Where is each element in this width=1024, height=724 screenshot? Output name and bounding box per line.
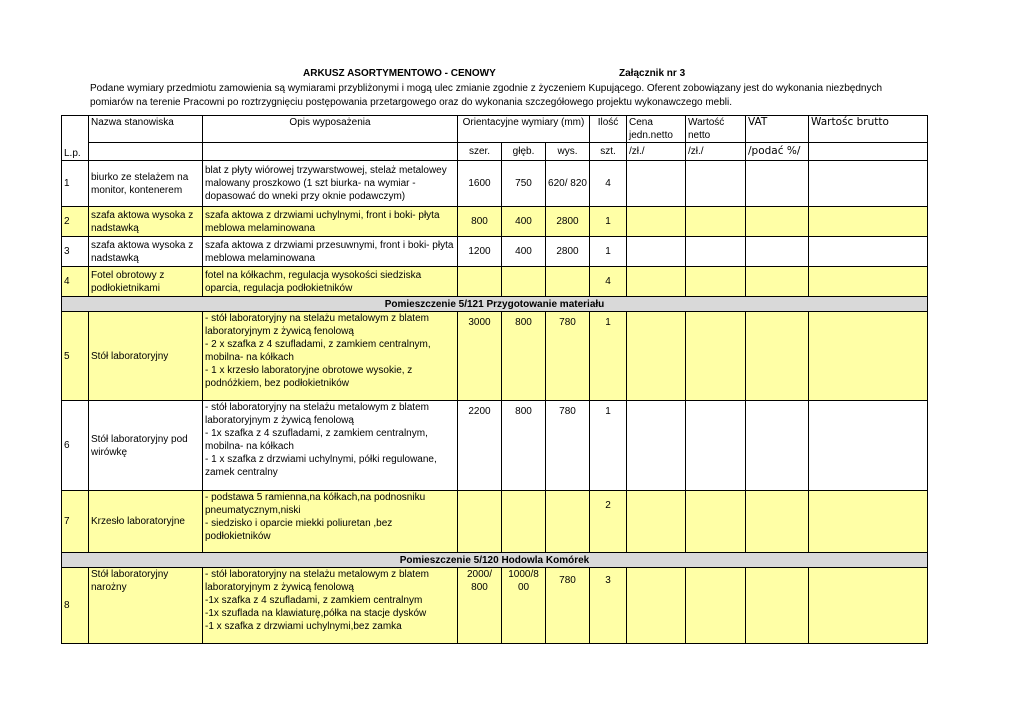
row-name bbox=[89, 401, 203, 491]
subheader-depth bbox=[502, 143, 546, 161]
subheader-name-empty bbox=[89, 143, 203, 161]
row-net-value bbox=[686, 161, 746, 207]
row-lp-value: 1 bbox=[64, 178, 70, 189]
header-qty bbox=[590, 116, 627, 143]
row-lp bbox=[62, 237, 89, 267]
row-qty-value: 4 bbox=[605, 178, 611, 189]
subheader-width-label: szer. bbox=[468, 146, 491, 157]
row-depth-value: 750 bbox=[515, 178, 532, 189]
section-row bbox=[62, 553, 928, 568]
header-name bbox=[89, 116, 203, 143]
row-height bbox=[546, 237, 590, 267]
row-desc bbox=[203, 207, 458, 237]
row-height bbox=[546, 161, 590, 207]
header-dims bbox=[458, 116, 590, 143]
row-name bbox=[89, 491, 203, 553]
row-lp bbox=[62, 491, 89, 553]
row-depth-value: 800 bbox=[515, 406, 532, 417]
row-name bbox=[89, 267, 203, 297]
subheader-height-label: wys. bbox=[557, 146, 578, 157]
row-unit-price bbox=[627, 161, 686, 207]
header-gross bbox=[809, 116, 928, 143]
row-lp bbox=[62, 312, 89, 401]
header-vat bbox=[746, 116, 809, 143]
header-vat-label: VAT bbox=[748, 116, 768, 128]
row-net-value bbox=[686, 207, 746, 237]
row-qty-value: 3 bbox=[605, 575, 611, 586]
row-desc-line: - 1 x szafka z drzwiami uchylnymi, półki regulowane, zamek centralny bbox=[205, 454, 437, 478]
row-gross bbox=[809, 568, 928, 644]
row-width bbox=[458, 491, 502, 553]
row-name-value: Stół laboratoryjny narożny bbox=[91, 569, 169, 593]
row-net-value bbox=[686, 312, 746, 401]
document-title: ARKUSZ ASORTYMENTOWO - CENOWY bbox=[303, 68, 496, 79]
row-height-value: 780 bbox=[559, 317, 576, 328]
row-desc bbox=[203, 237, 458, 267]
row-name-value: biurko ze stelażem na monitor, kontenerem bbox=[91, 171, 189, 196]
row-vat bbox=[746, 267, 809, 297]
row-vat bbox=[746, 491, 809, 553]
row-unit-price bbox=[627, 312, 686, 401]
header-desc bbox=[203, 116, 458, 143]
subheader-pln-1 bbox=[627, 143, 686, 161]
row-height bbox=[546, 312, 590, 401]
row-qty bbox=[590, 267, 627, 297]
intro-text-line-1: Podane wymiary przedmiotu zamowienia są wymiarami przybliżonymi i mogą ulec zmianie zgodnie z życzeniem Kupującego. Oferent zobowiązany jest do wykonania niezbędnych bbox=[90, 83, 883, 94]
subheader-pln-2-label: /zł./ bbox=[688, 146, 704, 157]
row-height bbox=[546, 267, 590, 297]
row-width bbox=[458, 401, 502, 491]
row-qty-value: 1 bbox=[605, 406, 611, 417]
subheader-pln-1-label: /zł./ bbox=[629, 146, 645, 157]
row-desc-line: -1 x szafka z drzwiami uchylnymi,bez zamka bbox=[205, 621, 402, 632]
row-desc-value: szafa aktowa z drzwiami uchylnymi, front i boki- płyta meblowa melaminowana bbox=[205, 209, 440, 234]
row-lp-value: 8 bbox=[64, 600, 70, 611]
row-depth bbox=[502, 568, 546, 644]
row-depth bbox=[502, 401, 546, 491]
row-qty bbox=[590, 568, 627, 644]
row-gross bbox=[809, 491, 928, 553]
row-desc bbox=[203, 312, 458, 401]
header-lp-label: L.p. bbox=[64, 148, 81, 159]
row-width-value: 2200 bbox=[468, 406, 491, 417]
row-lp-value: 3 bbox=[64, 246, 70, 257]
row-depth bbox=[502, 161, 546, 207]
table-row bbox=[62, 207, 928, 237]
row-name bbox=[89, 312, 203, 401]
header-net-value bbox=[686, 116, 746, 143]
row-desc-line: - 1x szafka z 4 szufladami, z zamkiem centralnym, mobilna- na kółkach bbox=[205, 428, 428, 452]
header-gross-label: Wartośc brutto bbox=[811, 116, 889, 128]
row-width bbox=[458, 161, 502, 207]
row-height-value: 2800 bbox=[556, 246, 579, 257]
header-unit-price-label-1: Cena bbox=[629, 117, 653, 128]
header-net-value-label-1: Wartość bbox=[688, 117, 725, 128]
row-name-value: Krzesło laboratoryjne bbox=[91, 516, 185, 527]
row-unit-price bbox=[627, 207, 686, 237]
row-net-value bbox=[686, 491, 746, 553]
subheader-unit-label: szt. bbox=[600, 146, 616, 157]
row-gross bbox=[809, 267, 928, 297]
row-desc-line: - stół laboratoryjny na stelażu metalowym z blatem laboratoryjnym z żywicą fenolową bbox=[205, 313, 429, 337]
row-qty bbox=[590, 401, 627, 491]
row-name-value: Stół laboratoryjny pod wirówkę bbox=[91, 433, 188, 458]
row-depth bbox=[502, 312, 546, 401]
row-vat bbox=[746, 207, 809, 237]
row-desc bbox=[203, 568, 458, 644]
row-unit-price bbox=[627, 267, 686, 297]
row-name bbox=[89, 568, 203, 644]
row-height bbox=[546, 568, 590, 644]
row-desc-line: - siedzisko i oparcie miekki poliuretan ,bez podłokietników bbox=[205, 518, 393, 542]
attachment-label: Załącznik nr 3 bbox=[619, 68, 686, 79]
row-name-value: szafa aktowa wysoka z nadstawką bbox=[91, 239, 194, 264]
row-width-value: 1200 bbox=[468, 246, 491, 257]
row-desc-line: -1x szuflada na klawiaturę,półka na stacje dysków bbox=[205, 608, 427, 619]
row-qty bbox=[590, 312, 627, 401]
subheader-pln-2 bbox=[686, 143, 746, 161]
row-desc bbox=[203, 401, 458, 491]
table-row bbox=[62, 237, 928, 267]
row-height bbox=[546, 207, 590, 237]
row-height-value: 2800 bbox=[556, 216, 579, 227]
table-row bbox=[62, 568, 928, 644]
row-desc bbox=[203, 491, 458, 553]
row-height bbox=[546, 491, 590, 553]
row-unit-price bbox=[627, 401, 686, 491]
row-desc-line: - 1 x krzesło laboratoryjne obrotowe wysokie, z podnóżkiem, bez podłokietników bbox=[205, 365, 413, 389]
row-qty bbox=[590, 491, 627, 553]
row-unit-price bbox=[627, 237, 686, 267]
row-height-value: 780 bbox=[559, 406, 576, 417]
subheader-desc-empty bbox=[203, 143, 458, 161]
subheader-depth-label: głęb. bbox=[512, 146, 535, 157]
row-depth bbox=[502, 237, 546, 267]
row-depth-value: 400 bbox=[515, 216, 532, 227]
row-width-value: 2000/ 800 bbox=[466, 569, 493, 593]
table-row bbox=[62, 312, 928, 401]
row-name-value: Fotel obrotowy z podłokietnikami bbox=[91, 269, 165, 294]
row-desc-value: szafa aktowa z drzwiami przesuwnymi, front i boki- płyta meblowa melaminowana bbox=[205, 239, 454, 264]
row-net-value bbox=[686, 267, 746, 297]
row-qty-value: 4 bbox=[605, 276, 611, 287]
section-title bbox=[62, 297, 928, 312]
row-depth bbox=[502, 207, 546, 237]
row-name bbox=[89, 207, 203, 237]
row-lp bbox=[62, 568, 89, 644]
header-unit-price bbox=[627, 116, 686, 143]
row-gross bbox=[809, 312, 928, 401]
row-name bbox=[89, 237, 203, 267]
row-lp-value: 5 bbox=[64, 350, 70, 362]
row-lp bbox=[62, 267, 89, 297]
row-name bbox=[89, 161, 203, 207]
row-desc-line: -1x szafka z 4 szufladami, z zamkiem centralnym bbox=[205, 595, 423, 606]
row-gross bbox=[809, 237, 928, 267]
row-qty bbox=[590, 161, 627, 207]
header-desc-label: Opis wyposażenia bbox=[289, 117, 371, 128]
header-row bbox=[62, 116, 928, 143]
row-desc-line: - stół laboratoryjny na stelażu metalowym z blatem laboratoryjnym z żywicą fenolową bbox=[205, 569, 429, 593]
row-lp bbox=[62, 161, 89, 207]
row-width-value: 800 bbox=[471, 216, 488, 227]
row-depth bbox=[502, 491, 546, 553]
row-qty-value: 1 bbox=[605, 246, 611, 257]
row-net-value bbox=[686, 568, 746, 644]
row-desc-value: fotel na kółkachm, regulacja wysokości siedziska oparcia, regulacja podłokietników bbox=[205, 269, 422, 294]
header-net-value-label-2: netto bbox=[688, 130, 711, 141]
subheader-width bbox=[458, 143, 502, 161]
row-vat bbox=[746, 568, 809, 644]
row-gross bbox=[809, 207, 928, 237]
row-desc-line: - stół laboratoryjny na stelażu metalowym z blatem laboratoryjnym z żywicą fenolową bbox=[205, 402, 429, 426]
row-depth bbox=[502, 267, 546, 297]
price-table bbox=[61, 115, 928, 644]
intro-text-line-2: pomiarów na terenie Pracowni po roztrzygnięciu postępowania przetargowego oraz do wykonania szczegółowego projektu wykonawczego mebli. bbox=[90, 97, 733, 108]
row-depth-value: 1000/8 00 bbox=[508, 569, 539, 593]
row-lp-value: 4 bbox=[64, 276, 70, 287]
header-name-label: Nazwa stanowiska bbox=[91, 117, 174, 128]
row-desc bbox=[203, 161, 458, 207]
row-lp bbox=[62, 207, 89, 237]
row-depth-value: 400 bbox=[515, 246, 532, 257]
header-unit-price-label-2: jedn.netto bbox=[629, 130, 673, 141]
row-qty bbox=[590, 207, 627, 237]
table-row bbox=[62, 401, 928, 491]
row-width-value: 3000 bbox=[468, 317, 491, 328]
header-lp bbox=[62, 116, 89, 161]
table-row bbox=[62, 491, 928, 553]
row-net-value bbox=[686, 401, 746, 491]
row-width bbox=[458, 267, 502, 297]
section-title-label: Pomieszczenie 5/120 Hodowla Komórek bbox=[399, 554, 590, 566]
row-vat bbox=[746, 312, 809, 401]
row-unit-price bbox=[627, 568, 686, 644]
row-width bbox=[458, 237, 502, 267]
row-unit-price bbox=[627, 491, 686, 553]
row-width bbox=[458, 312, 502, 401]
header-qty-label: Ilość bbox=[597, 117, 619, 128]
row-width-value: 1600 bbox=[468, 178, 491, 189]
row-vat bbox=[746, 401, 809, 491]
section-title-label: Pomieszczenie 5/121 Przygotowanie materiału bbox=[384, 298, 605, 310]
row-desc bbox=[203, 267, 458, 297]
row-lp-value: 6 bbox=[64, 440, 70, 451]
row-height-value: 620/ 820 bbox=[548, 178, 587, 189]
row-name-value: szafa aktowa wysoka z nadstawką bbox=[91, 209, 194, 234]
row-width bbox=[458, 568, 502, 644]
header-dims-label: Orientacyjne wymiary (mm) bbox=[462, 117, 585, 128]
row-gross bbox=[809, 161, 928, 207]
section-title bbox=[62, 553, 928, 568]
row-desc-line: - podstawa 5 ramienna,na kółkach,na podnosniku pneumatycznym,niski bbox=[205, 492, 426, 516]
subheader-vat-pct bbox=[746, 143, 809, 161]
row-qty bbox=[590, 237, 627, 267]
row-net-value bbox=[686, 237, 746, 267]
row-height bbox=[546, 401, 590, 491]
subheader-vat-pct-label: /podać %/ bbox=[748, 145, 801, 157]
subheader-gross-empty bbox=[809, 143, 928, 161]
section-row bbox=[62, 297, 928, 312]
row-name-value: Stół laboratoryjny bbox=[91, 350, 169, 362]
row-lp-value: 7 bbox=[64, 516, 70, 527]
subheader-row bbox=[62, 143, 928, 161]
row-vat bbox=[746, 161, 809, 207]
row-desc-line: - 2 x szafka z 4 szufladami, z zamkiem centralnym, mobilna- na kółkach bbox=[205, 339, 431, 363]
row-desc-value: blat z płyty wiórowej trzywarstwowej, stelaż metalowey malowany proszkowo (1 szt biurka- na wymiar - dopasować do wneki przy oknie podawczym) bbox=[205, 165, 447, 202]
row-height-value: 780 bbox=[559, 575, 576, 586]
table-row bbox=[62, 267, 928, 297]
row-vat bbox=[746, 237, 809, 267]
row-lp-value: 2 bbox=[64, 216, 70, 227]
row-depth-value: 800 bbox=[515, 317, 532, 328]
row-qty-value: 1 bbox=[605, 216, 611, 227]
row-lp bbox=[62, 401, 89, 491]
subheader-unit bbox=[590, 143, 627, 161]
row-gross bbox=[809, 401, 928, 491]
table-row bbox=[62, 161, 928, 207]
row-qty-value: 2 bbox=[605, 500, 611, 511]
row-qty-value: 1 bbox=[605, 317, 611, 328]
subheader-height bbox=[546, 143, 590, 161]
row-width bbox=[458, 207, 502, 237]
